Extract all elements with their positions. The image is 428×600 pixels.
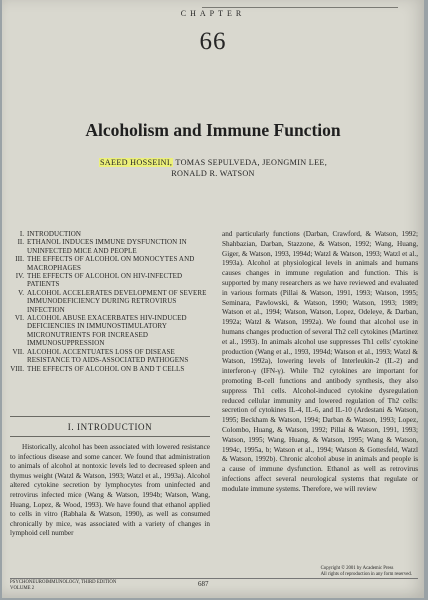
toc-item bbox=[10, 365, 210, 373]
volume-label: VOLUME 2 bbox=[10, 585, 35, 591]
toc-item bbox=[10, 314, 210, 348]
toc-item bbox=[10, 348, 210, 365]
book-title: PSYCHONEUROIMMUNOLOGY, THIRD EDITION bbox=[10, 580, 117, 585]
copyright-notice bbox=[321, 566, 412, 578]
author-line-1-rest: TOMAS SEPULVEDA, JEONGMIN LEE, bbox=[173, 158, 328, 167]
table-of-contents bbox=[10, 230, 210, 373]
toc-item bbox=[10, 238, 210, 255]
toc-text: ALCOHOL ACCELERATES DEVELOPMENT OF SEVERE IMMUNODEFICIENCY DURING RETROVIRUS INFECTION bbox=[27, 288, 207, 314]
page-number: 687 bbox=[198, 580, 209, 588]
toc-text: THE EFFECTS OF ALCOHOL ON B AND T CELLS bbox=[27, 364, 185, 373]
left-column bbox=[10, 230, 210, 373]
highlighted-author: SAEED HOSSEINI, bbox=[99, 158, 173, 167]
intro-paragraph: Historically, alcohol has been associated with lowered resistance to infectious disease and some cancer. We found that administration to animals of alcohol at nontoxic levels led to decreased spleen and thymus weight (Watzl & Watson, 1993; Watzl et al., 1993a). Alcohol altered cytokine secretion by lymphocytes from uninfected and retrovirus infected mice (Wang & Watson, 1994b; Watson, Wang, Huang, Lopez, & Wood, 1993). We have found that ethanol applied to cells in vitro (Rabhala & Watson, 1990), as well as consumed chronically by mice, was associated with a variety of changes in lymphoid cell number bbox=[10, 443, 210, 538]
toc-num: II. bbox=[17, 238, 24, 247]
toc-num: IV. bbox=[15, 272, 24, 281]
chapter-title: Alcoholism and Immune Function bbox=[85, 120, 341, 140]
chapter-label: CHAPTER bbox=[180, 9, 246, 18]
author-list bbox=[62, 157, 364, 179]
footer-book-info bbox=[10, 580, 116, 592]
toc-text: ALCOHOL ACCENTUATES LOSS OF DISEASE RESISTANCE TO AIDS-ASSOCIATED PATHOGENS bbox=[27, 347, 189, 365]
section-rule-bottom bbox=[10, 436, 210, 437]
toc-num: VI. bbox=[14, 314, 24, 323]
toc-num: VIII. bbox=[10, 364, 24, 373]
section-heading: I. INTRODUCTION bbox=[67, 422, 153, 432]
copyright-line: Copyright © 2001 by Academic Press bbox=[320, 566, 394, 571]
toc-text: THE EFFECTS OF ALCOHOL ON HIV-INFECTED PATIENTS bbox=[27, 272, 183, 289]
toc-num: VII. bbox=[12, 347, 24, 356]
toc-text: ETHANOL INDUCES IMMUNE DYSFUNCTION IN UNINFECTED MICE AND PEOPLE bbox=[27, 238, 187, 255]
book-page bbox=[2, 0, 424, 598]
toc-text: INTRODUCTION bbox=[27, 230, 82, 238]
body-paragraph: and particularly functions (Darban, Crawford, & Watson, 1992; Shahbazian, Darban, Stazzone, & Watson, 1992; Wang, Huang, Giger, & Watson, 1993, 1994d; Watzl & Watson, 1993; Watzl et al., 1993a). Alcohol at physiological levels in animals and humans causes changes in immune regulation and function. This is supported by many researchers as we have reviewed and evaluated in various formats (Pillai & Watson, 1991, 1993; Watson, 1995; Seminara, Pawlowski, & Watson, 1990; Watson, 1993; 1989; Watson et al., 1994; Watson, Watson, Lopez, Odeleye, & Darban, 1992a; Watzl & Watson, 1992a). We found that alcohol use in humans changes production of several Th2 cell cytokines (Martinez et al., 1993). In animals alcohol use suppresses Th1 cells' cytokine production (Wang et al., 1993, 1994d; Watson et al., 1993; Watzl & Watson, 1992a), lowering levels of Interleukin-2 (IL-2) and interferon-γ (IFN-γ). While Th2 cytokines are important for promoting B-cell functions and antibody synthesis, they also suppress Th1 cells. Alcohol-induced cytokine dysregulation reduced cellular immunity and lowered regulation of Th2 cells: secretion of cytokines IL-4, IL-6, and IL-10 (Ardestani & Watson, 1995; Beckham & Watson, 1994; Darban & Watson, 1993; Lopez, Colombo, Huang, & Watson, 1992; Pillai & Watson, 1991, 1993; Watson, 1995; Wang, Huang, & Watson, 1995; Wang & Watson, 1994c, 1995a, b; Watson et al., 1994; Watson & Gottesfeld, Watzl & Watson, 1992b). Chronic alcohol abuse in animals and people is a cause of immune dysfunction. Ethanol as well as retrovirus infections affect several neurological systems that regulate or modulate immune systems. Therefore, we will review bbox=[222, 230, 418, 493]
rights-line: All rights of reproduction in any form reserved. bbox=[320, 571, 412, 577]
toc-item bbox=[10, 272, 210, 289]
chapter-number: 66 bbox=[199, 28, 227, 55]
toc-num: III. bbox=[15, 255, 24, 264]
section-rule-top bbox=[10, 416, 210, 417]
toc-item bbox=[10, 255, 210, 272]
toc-item bbox=[10, 230, 210, 238]
toc-text: ALCOHOL ABUSE EXACERBATES HIV-INDUCED DEFICIENCIES IN IMMUNOSTIMULATORY MICRONUTRIENTS FOR INCREASED IMMUNOSUPPRESSION bbox=[27, 314, 187, 348]
toc-num: I. bbox=[19, 230, 24, 238]
toc-item bbox=[10, 289, 210, 314]
right-column bbox=[222, 230, 418, 495]
footer-rule bbox=[10, 578, 418, 579]
header-rule bbox=[202, 7, 398, 8]
toc-num: V. bbox=[18, 288, 24, 297]
author-line-2: RONALD R. WATSON bbox=[171, 169, 255, 178]
toc-text: THE EFFECTS OF ALCOHOL ON MONOCYTES AND MACROPHAGES bbox=[27, 255, 195, 272]
